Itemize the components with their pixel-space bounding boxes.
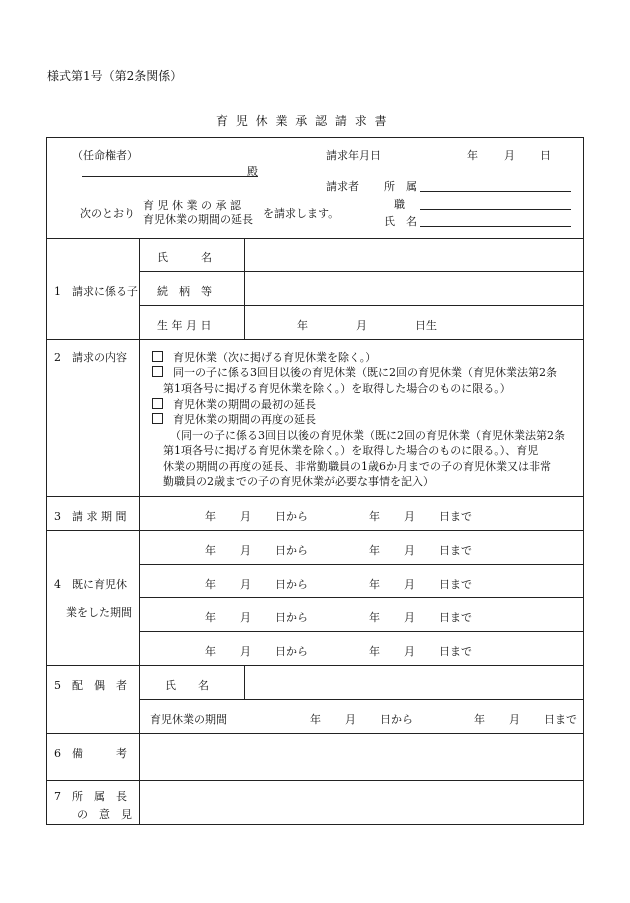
requester-label: 請求者	[326, 180, 359, 193]
date-month: 月	[504, 149, 515, 162]
month-label: 月	[240, 510, 251, 523]
request-item-3[interactable]	[152, 396, 316, 412]
child-name-label: 氏 名	[157, 251, 212, 264]
until-label: 日まで	[544, 713, 577, 726]
form-title: 育 児 休 業 承 認 請 求 書	[216, 114, 389, 128]
year-label: 年	[205, 544, 216, 557]
option-approval[interactable]: 育 児 休 業 の 承 認	[143, 199, 241, 212]
form-number: 様式第1号（第2条関係）	[47, 69, 183, 83]
year-label: 年	[474, 713, 485, 726]
request-item-1[interactable]	[152, 349, 376, 365]
checkbox-icon[interactable]	[152, 398, 163, 409]
month-label: 月	[404, 544, 415, 557]
month-label: 月	[240, 578, 251, 591]
request-suffix: を請求します。	[263, 207, 340, 220]
spouse-period-label: 育児休業の期間	[150, 713, 227, 726]
until-label: 日まで	[439, 645, 472, 658]
month-label: 月	[240, 645, 251, 658]
job-label: 職	[394, 198, 405, 211]
sec7-label-2: の 意 見	[77, 808, 132, 821]
birth-month: 月	[356, 319, 367, 332]
child-relation-label: 続 柄 等	[157, 285, 212, 298]
from-label: 日から	[275, 544, 308, 557]
month-label: 月	[404, 510, 415, 523]
month-label: 月	[240, 611, 251, 624]
remarks-field[interactable]	[143, 737, 579, 777]
dono-label: 殿	[247, 165, 258, 178]
year-label: 年	[369, 645, 380, 658]
year-label: 年	[205, 645, 216, 658]
child-name-field[interactable]	[248, 242, 578, 268]
job-field[interactable]	[420, 209, 571, 210]
from-label: 日から	[275, 611, 308, 624]
spouse-name-field[interactable]	[248, 669, 578, 695]
birth-year: 年	[297, 319, 308, 332]
until-label: 日まで	[439, 611, 472, 624]
note-line-2: 第1項各号に掲げる育児休業を除く。）を取得した場合のものに限る。）、育児	[163, 444, 539, 457]
sec6-label: 6 備 考	[54, 747, 127, 760]
item-text: 育児休業（次に掲げる育児休業を除く。）	[173, 351, 377, 364]
year-label: 年	[369, 578, 380, 591]
item-text: 同一の子に係る3回目以後の育児休業（既に2回の育児休業（育児休業法第2条	[173, 366, 557, 379]
name-label: 氏 名	[384, 215, 417, 228]
year-label: 年	[369, 544, 380, 557]
month-label: 月	[509, 713, 520, 726]
checkbox-icon[interactable]	[152, 413, 163, 424]
checkbox-icon[interactable]	[152, 366, 163, 377]
sec4-label-2: 業をした期間	[66, 606, 132, 619]
year-label: 年	[369, 510, 380, 523]
appointer-blank[interactable]	[82, 176, 258, 177]
until-label: 日まで	[439, 544, 472, 557]
request-item-4[interactable]	[152, 411, 316, 427]
supervisor-opinion-field[interactable]	[143, 784, 579, 821]
sec7-label-1: 7 所 属 長	[54, 790, 127, 803]
note-line-3: 休業の期間の再度の延長、非常勤職員の1歳6か月までの子の育児休業又は非常	[163, 460, 551, 473]
year-label: 年	[205, 611, 216, 624]
request-date-label: 請求年月日	[326, 149, 381, 162]
name-field[interactable]	[420, 226, 571, 227]
month-label: 月	[404, 611, 415, 624]
from-label: 日から	[275, 578, 308, 591]
sec4-label-1: 4 既に育児休	[54, 578, 127, 591]
option-extension[interactable]: 育児休業の期間の延長	[143, 213, 253, 226]
item-text: 育児休業の期間の再度の延長	[173, 413, 316, 426]
date-day: 日	[540, 149, 551, 162]
month-label: 月	[404, 645, 415, 658]
spouse-name-label: 氏 名	[165, 679, 209, 692]
until-label: 日まで	[439, 578, 472, 591]
item-text: 育児休業の期間の最初の延長	[173, 398, 316, 411]
from-label: 日から	[275, 510, 308, 523]
birth-day: 日生	[415, 319, 437, 332]
year-label: 年	[205, 510, 216, 523]
next-as-text: 次のとおり	[80, 207, 135, 220]
year-label: 年	[310, 713, 321, 726]
sec3-label: 3 請 求 期 間	[54, 510, 127, 523]
month-label: 月	[404, 578, 415, 591]
note-line-4: 勤職員の2歳までの子の育児休業が必要な事情を記入）	[163, 475, 434, 488]
request-item-2[interactable]	[152, 364, 557, 380]
sec5-label: 5 配 偶 者	[54, 679, 127, 692]
until-label: 日まで	[439, 510, 472, 523]
item-text-continued: 第1項各号に掲げる育児休業を除く。）を取得した場合のものに限る。）	[163, 382, 511, 395]
affiliation-field[interactable]	[420, 191, 571, 192]
sec2-label: 2 請求の内容	[54, 351, 127, 364]
child-relation-field[interactable]	[248, 276, 578, 302]
checkbox-icon[interactable]	[152, 351, 163, 362]
year-label: 年	[369, 611, 380, 624]
affiliation-label: 所 属	[384, 180, 417, 193]
from-label: 日から	[275, 645, 308, 658]
month-label: 月	[240, 544, 251, 557]
date-year: 年	[467, 149, 478, 162]
month-label: 月	[345, 713, 356, 726]
appointer-label: （任命権者）	[72, 149, 138, 162]
child-birth-label: 生 年 月 日	[157, 319, 212, 332]
year-label: 年	[205, 578, 216, 591]
sec1-label: 1 請求に係る子	[54, 285, 138, 298]
note-line-1: （同一の子に係る3回目以後の育児休業（既に2回の育児休業（育児休業法第2条	[170, 429, 565, 442]
from-label: 日から	[380, 713, 413, 726]
